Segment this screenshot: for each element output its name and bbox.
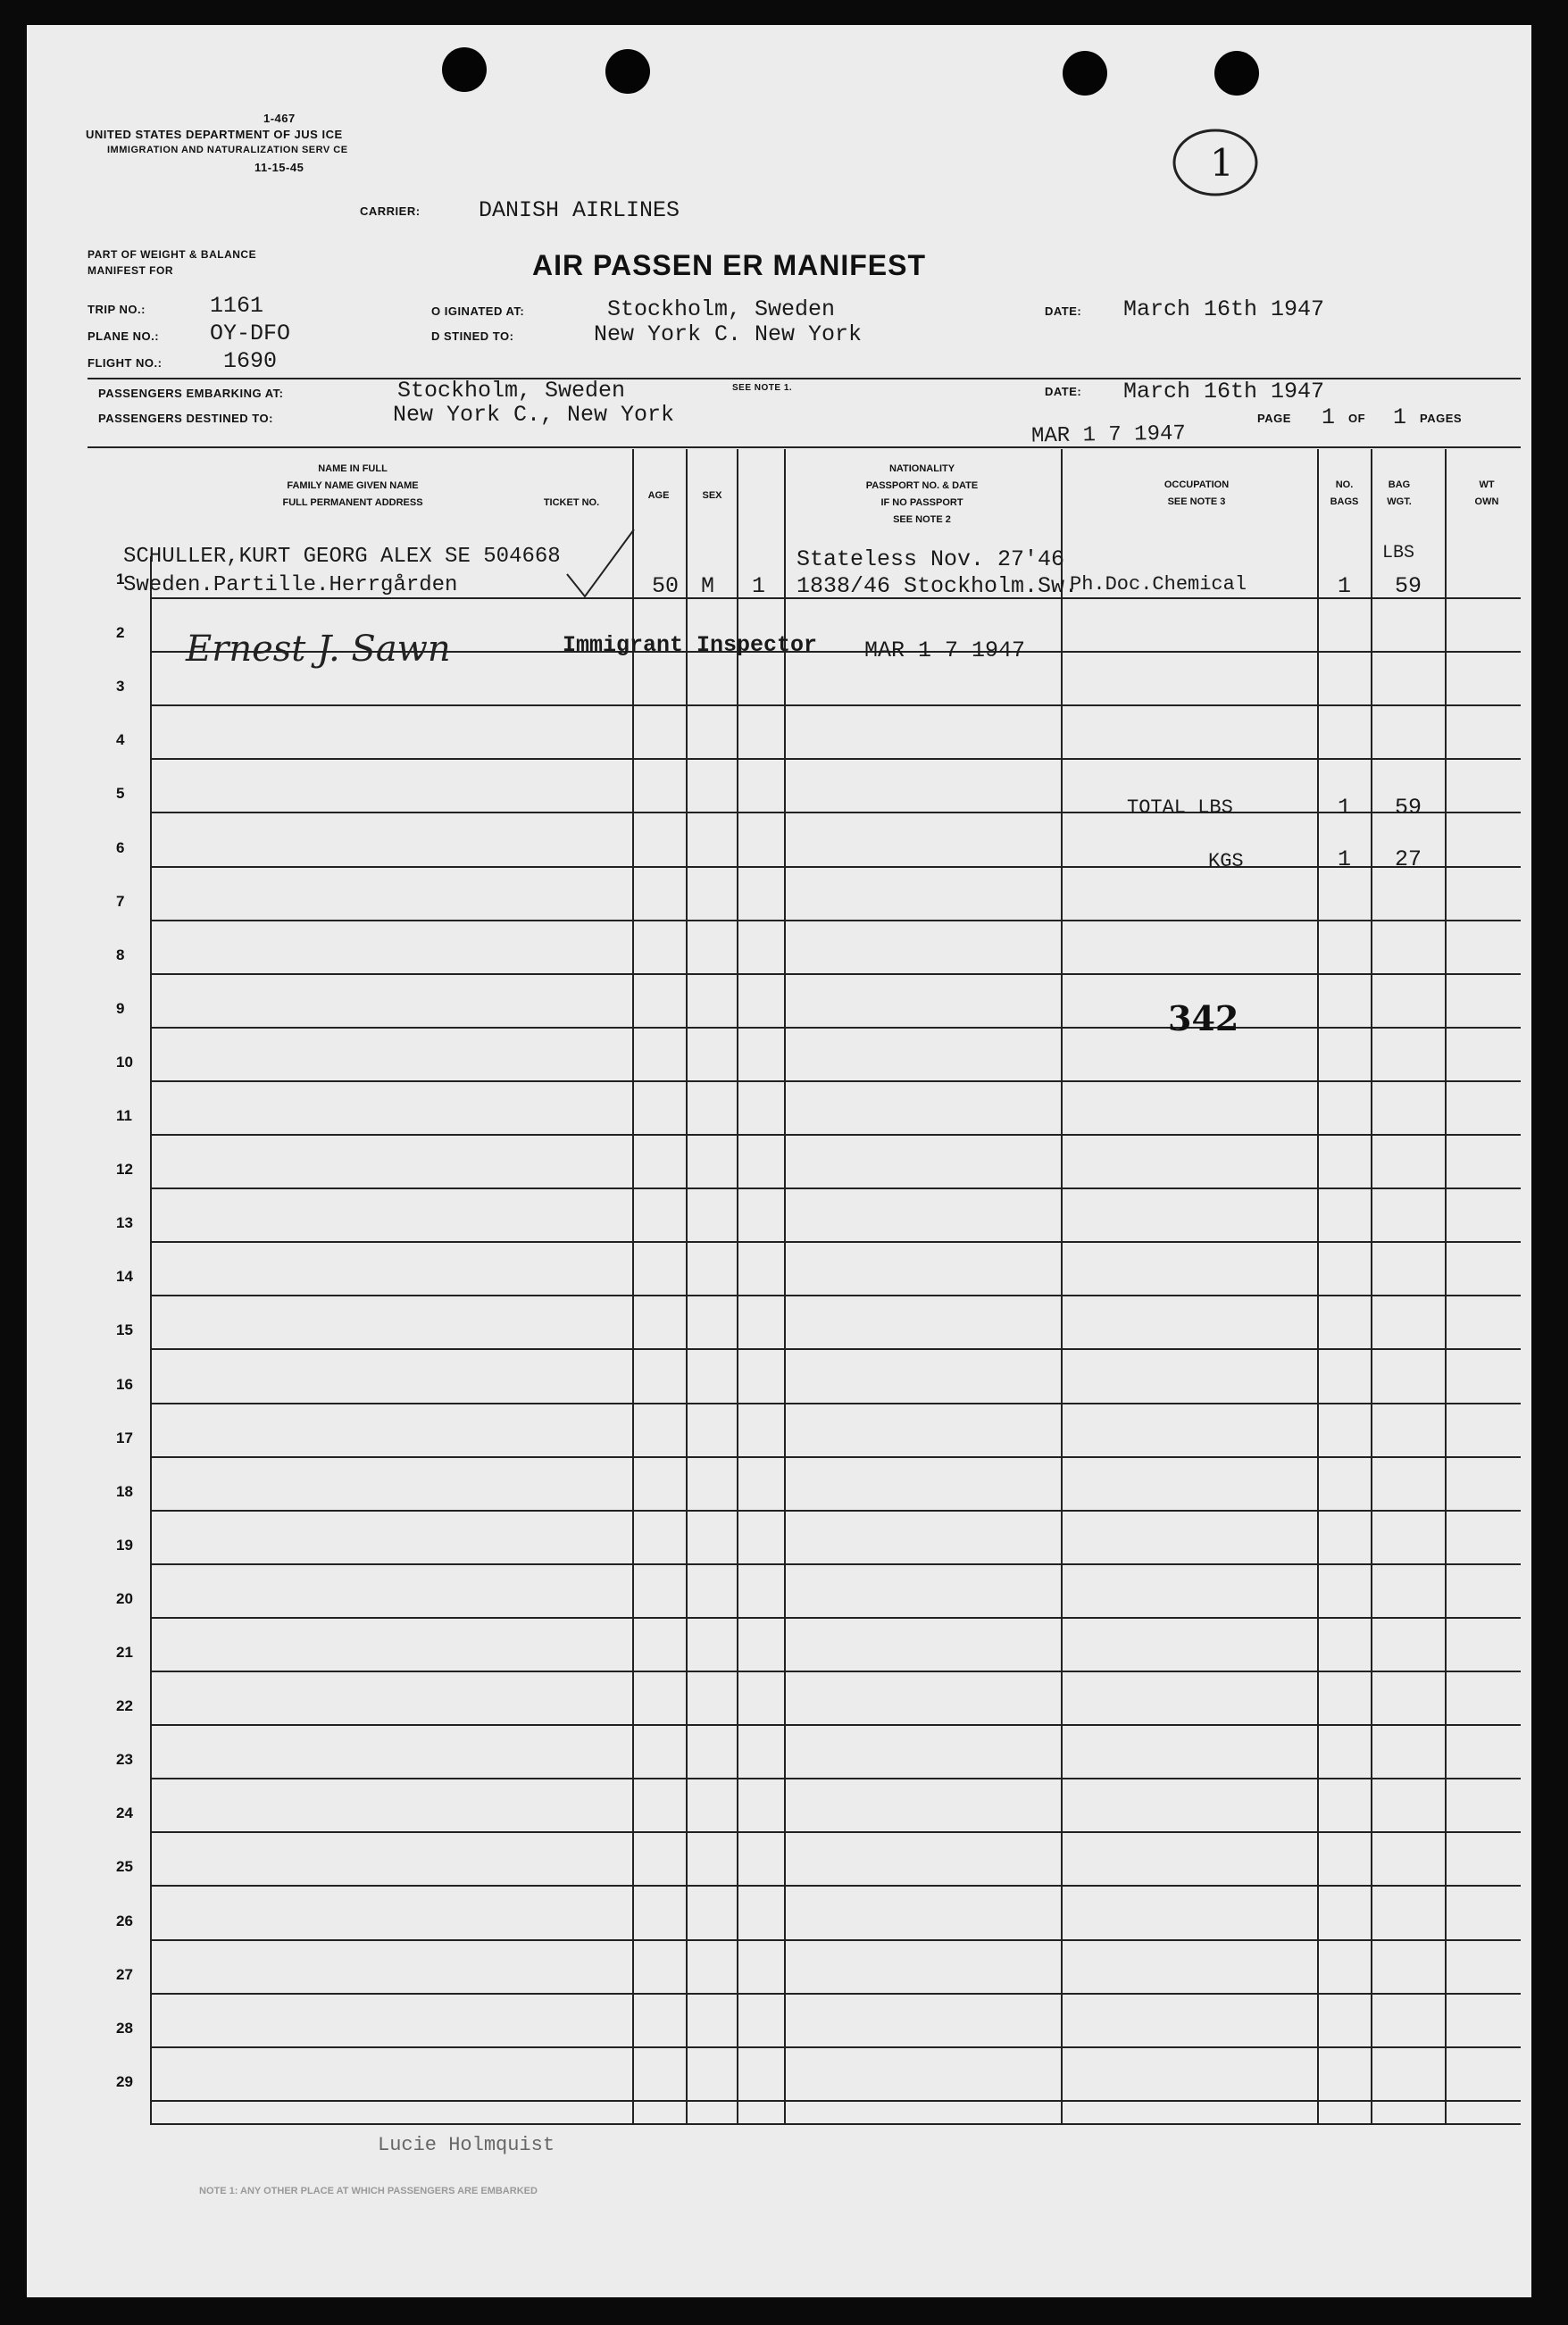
row-number: 4: [116, 731, 125, 748]
row-rule: [150, 1617, 1521, 1619]
row-number: 26: [116, 1912, 133, 1929]
row-rule: [150, 812, 1521, 813]
received-stamp: MAR 1 7 1947: [1030, 421, 1187, 449]
table-bottom-rule: [150, 2123, 1521, 2125]
row-number: 24: [116, 1804, 133, 1821]
col-bags-heading: NO. BAGS: [1330, 479, 1359, 507]
col-divider: [150, 556, 152, 2123]
of-value: 1: [1393, 404, 1407, 430]
service: IMMIGRATION AND NATURALIZATION SERV CE: [107, 145, 348, 155]
row-number: 29: [116, 2073, 133, 2090]
row-rule: [150, 1993, 1521, 1995]
row-rule: [150, 1456, 1521, 1458]
inspector-stamp: MAR 1 7 1947: [864, 638, 1026, 663]
row-number: 9: [116, 1000, 125, 1017]
passenger-bags: 1: [1338, 573, 1352, 599]
row-rule: [150, 1724, 1521, 1726]
row-rule: [150, 1671, 1521, 1672]
page-value: 1: [1322, 404, 1336, 430]
row-rule: [150, 1348, 1521, 1350]
col-ticket-heading: TICKET NO.: [543, 497, 600, 508]
trip-value: 1161: [210, 293, 264, 319]
col-occupation-heading: OCCUPATION SEE NOTE 3: [1163, 479, 1230, 507]
row-rule: [150, 1563, 1521, 1565]
passenger-weight: 59: [1395, 573, 1422, 599]
row-number: 22: [116, 1697, 133, 1714]
trip-label: TRIP NO.:: [88, 303, 146, 316]
weight-balance-line1: PART OF WEIGHT & BALANCE: [88, 248, 257, 261]
date-value: March 16th 1947: [1123, 296, 1325, 322]
row-number: 12: [116, 1161, 133, 1178]
footer-note: NOTE 1: ANY OTHER PLACE AT WHICH PASSENGERS ARE EMBARKED: [199, 2186, 538, 2196]
page-label: PAGE: [1257, 412, 1291, 425]
page-number-stamp: 342: [1168, 998, 1239, 1038]
carrier-value: DANISH AIRLINES: [479, 197, 680, 223]
total-kgs-value: 27: [1395, 846, 1422, 872]
row-number: 25: [116, 1858, 133, 1875]
flight-label: FLIGHT NO.:: [88, 356, 163, 370]
destined-value: New York C. New York: [594, 321, 863, 347]
col-divider: [1371, 449, 1372, 2123]
passenger-occupation: Ph.Doc.Chemical: [1070, 573, 1247, 596]
department: UNITED STATES DEPARTMENT OF JUS ICE: [86, 128, 343, 141]
date2-value: March 16th 1947: [1123, 379, 1325, 404]
row-number: 5: [116, 785, 125, 802]
row-number: 18: [116, 1483, 133, 1500]
destined-to-value: New York C., New York: [393, 402, 675, 428]
row-rule: [150, 2100, 1521, 2102]
passenger-passport: 1838/46 Stockholm.Sw.: [797, 573, 1079, 599]
row-rule: [150, 1778, 1521, 1779]
passenger-address: Sweden.Partille.Herrgården: [123, 573, 458, 597]
row-number: 7: [116, 893, 125, 910]
row-number: 20: [116, 1590, 133, 1607]
col-weight-unit: LBS: [1382, 543, 1415, 563]
manifest-title: AIR PASSEN ER MANIFEST: [532, 249, 926, 281]
form-edition: 11-15-45: [254, 161, 304, 174]
row-rule: [150, 1831, 1521, 1833]
col-divider: [784, 449, 786, 2123]
total-lbs-label: TOTAL LBS: [1127, 796, 1233, 819]
row-number: 19: [116, 1537, 133, 1554]
punch-hole: [1214, 51, 1259, 96]
row-number: 3: [116, 678, 125, 695]
row-number: 2: [116, 624, 125, 641]
row-number: 6: [116, 839, 125, 856]
row-rule: [150, 1027, 1521, 1029]
total-kgs-bags: 1: [1338, 846, 1352, 872]
passenger-nationality: Stateless Nov. 27'46: [797, 546, 1065, 572]
col-divider: [737, 449, 738, 2123]
date2-label: DATE:: [1045, 385, 1082, 398]
row-number: 8: [116, 946, 125, 963]
originated-value: Stockholm, Sweden: [607, 296, 836, 322]
row-rule: [150, 704, 1521, 706]
row-number: 15: [116, 1321, 133, 1338]
passenger-name: SCHULLER,KURT GEORG ALEX SE 504668: [123, 545, 561, 569]
form-number: 1-467: [263, 112, 296, 125]
check-mark: [563, 525, 643, 605]
footer-signer: Lucie Holmquist: [378, 2134, 555, 2156]
col-name-heading: NAME IN FULL FAMILY NAME GIVEN NAME FULL PERMANENT ADDRESS: [282, 463, 423, 508]
row-number: 13: [116, 1214, 133, 1231]
col-divider: [1317, 449, 1319, 2123]
manifest-sheet: [27, 25, 1531, 2297]
embarking-value: Stockholm, Sweden: [397, 378, 626, 404]
passenger-ms: 1: [752, 573, 766, 599]
date-label: DATE:: [1045, 304, 1082, 318]
col-divider: [632, 449, 634, 2123]
row-rule: [150, 1080, 1521, 1082]
destined-to-label: PASSENGERS DESTINED TO:: [98, 412, 273, 425]
col-divider: [1445, 449, 1447, 2123]
row-number: 11: [116, 1107, 132, 1124]
row-number: 28: [116, 2020, 133, 2037]
col-divider: [686, 449, 688, 2123]
col-weight-heading: BAG WGT.: [1387, 479, 1412, 507]
col-divider: [1061, 449, 1063, 2123]
inspector-signature: Ernest J. Sawn: [186, 629, 451, 670]
flight-value: 1690: [223, 348, 278, 374]
row-rule: [150, 1403, 1521, 1404]
plane-label: PLANE NO.:: [88, 329, 160, 343]
row-number: 16: [116, 1376, 133, 1393]
of-label: OF: [1348, 412, 1366, 425]
punch-hole: [442, 47, 487, 92]
row-number: 14: [116, 1268, 133, 1285]
row-rule: [150, 1295, 1521, 1296]
passenger-sex: M: [701, 573, 715, 599]
row-rule: [150, 1241, 1521, 1243]
col-age-heading: AGE: [647, 490, 670, 501]
row-number: 21: [116, 1644, 133, 1661]
total-kgs-label: KGS: [1208, 850, 1244, 872]
row-rule: [150, 758, 1521, 760]
row-rule: [150, 1510, 1521, 1512]
row-rule: [150, 920, 1521, 921]
row-rule: [150, 2046, 1521, 2048]
row-rule: [150, 1939, 1521, 1941]
total-lbs-bags: 1: [1338, 795, 1352, 821]
pages-label: PAGES: [1420, 412, 1463, 425]
row-rule: [150, 1134, 1521, 1136]
see-note-1: SEE NOTE 1.: [732, 383, 793, 393]
carrier-label: CARRIER:: [360, 204, 421, 218]
row-number: 1: [116, 571, 125, 588]
embarking-label: PASSENGERS EMBARKING AT:: [98, 387, 284, 400]
row-number: 17: [116, 1429, 133, 1446]
row-rule: [150, 866, 1521, 868]
row-number: 27: [116, 1966, 133, 1983]
total-lbs-value: 59: [1395, 795, 1422, 821]
table-top-rule: [88, 446, 1521, 448]
circled-number: 1: [1210, 141, 1234, 185]
col-sex-heading: SEX: [702, 490, 722, 501]
weight-balance-line2: MANIFEST FOR: [88, 264, 173, 277]
row-number: 23: [116, 1751, 133, 1768]
passenger-age: 50: [652, 573, 680, 599]
destined-label: D STINED TO:: [431, 329, 514, 343]
col-wt-heading: WT OWN: [1474, 479, 1499, 507]
originated-label: O IGINATED AT:: [431, 304, 525, 318]
row-number: 10: [116, 1054, 133, 1071]
inspector-label: Immigrant Inspector: [563, 632, 818, 658]
plane-value: OY-DFO: [210, 321, 291, 346]
col-nationality-heading: NATIONALITY PASSPORT NO. & DATE IF NO PASSPORT SEE NOTE 2: [865, 463, 979, 525]
row-rule: [150, 1188, 1521, 1189]
row-rule: [150, 1885, 1521, 1887]
punch-hole: [1063, 51, 1107, 96]
row-rule: [150, 973, 1521, 975]
punch-hole: [605, 49, 650, 94]
